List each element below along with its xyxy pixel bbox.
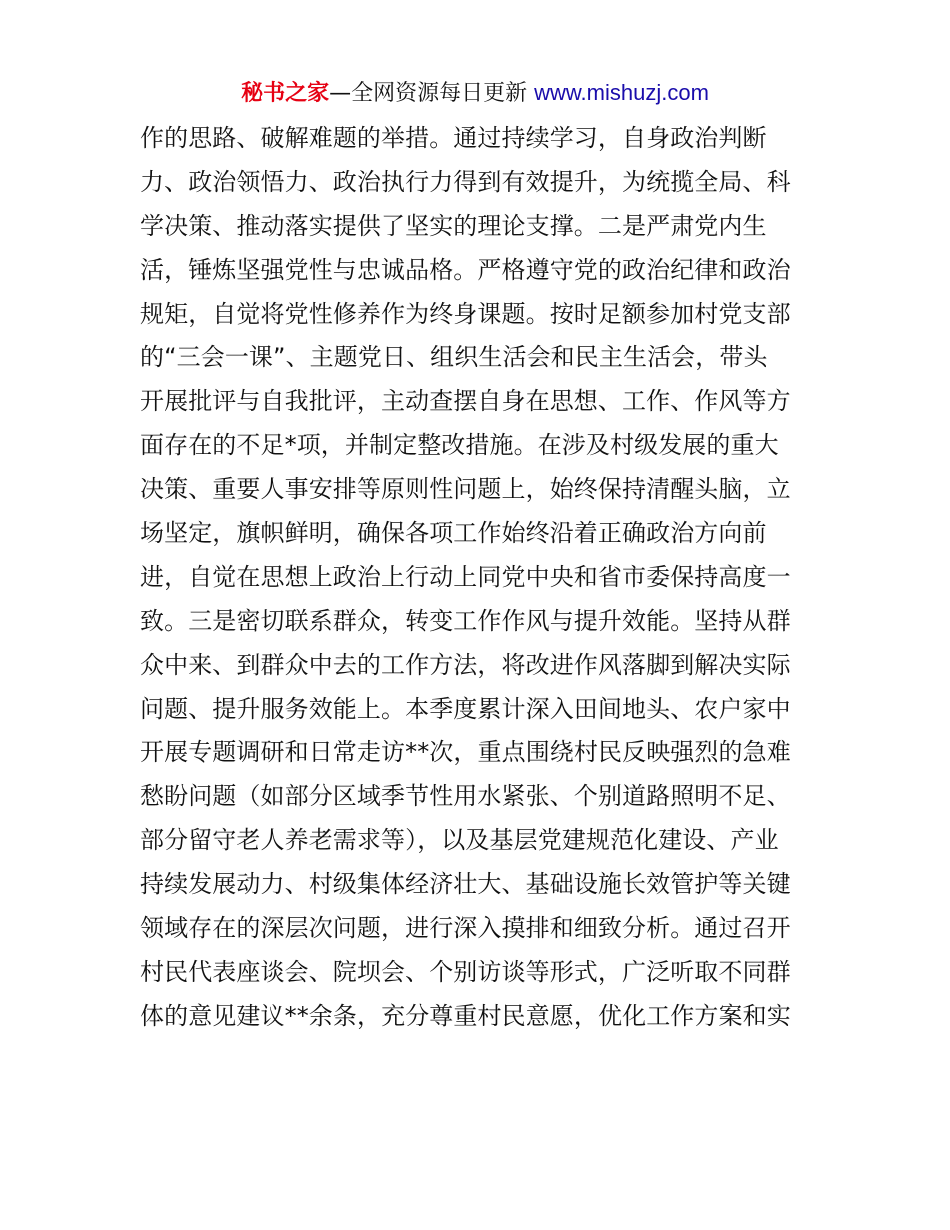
text-line: 部分留守老人养老需求等），以及基层党建规范化建设、产业	[140, 826, 779, 855]
text-line: 学决策、推动落实提供了坚实的理论支撑。二是严肃党内生	[140, 211, 767, 240]
text-line: 开展专题调研和日常走访**次，重点围绕村民反映强烈的急难	[140, 738, 791, 767]
text-line: 的“三会一课”、主题党日、组织生活会和民主生活会，带头	[140, 343, 768, 372]
brand-name: 秘书之家	[241, 81, 330, 106]
text-line: 规矩，自觉将党性修养作为终身课题。按时足额参加村党支部	[140, 299, 791, 328]
text-line: 问题、提升服务效能上。本季度累计深入田间地头、农户家中	[140, 694, 791, 723]
text-line: 场坚定，旗帜鲜明，确保各项工作始终沿着正确政治方向前	[140, 519, 767, 548]
header-tagline: —全网资源每日更新	[329, 81, 535, 106]
text-line: 活，锤炼坚强党性与忠诚品格。严格遵守党的政治纪律和政治	[140, 255, 791, 284]
site-url-link[interactable]: www.mishuzj.com	[534, 80, 709, 105]
text-line: 面存在的不足*项，并制定整改措施。在涉及村级发展的重大	[140, 431, 779, 460]
text-line: 众中来、到群众中去的工作方法，将改进作风落脚到解决实际	[140, 650, 791, 679]
text-line: 领域存在的深层次问题，进行深入摸排和细致分析。通过召开	[140, 914, 791, 943]
site-header	[0, 78, 950, 109]
text-line: 开展批评与自我批评，主动查摆自身在思想、工作、作风等方	[140, 387, 791, 416]
text-line: 村民代表座谈会、院坝会、个别访谈等形式，广泛听取不同群	[140, 957, 791, 986]
text-line: 力、政治领悟力、政治执行力得到有效提升，为统揽全局、科	[140, 167, 791, 196]
text-line: 持续发展动力、村级集体经济壮大、基础设施长效管护等关键	[140, 870, 791, 899]
text-line: 作的思路、破解难题的举措。通过持续学习，自身政治判断	[140, 124, 767, 152]
text-line: 进，自觉在思想上政治上行动上同党中央和省市委保持高度一	[140, 562, 791, 591]
text-line: 致。三是密切联系群众，转变工作作风与提升效能。坚持从群	[140, 606, 791, 635]
document-body	[140, 117, 820, 1039]
text-line: 决策、重要人事安排等原则性问题上，始终保持清醒头脑，立	[140, 475, 791, 504]
text-line: 体的意见建议**余条，充分尊重村民意愿，优化工作方案和实	[140, 1001, 791, 1030]
text-line: 愁盼问题（如部分区域季节性用水紧张、个别道路照明不足、	[140, 782, 791, 811]
